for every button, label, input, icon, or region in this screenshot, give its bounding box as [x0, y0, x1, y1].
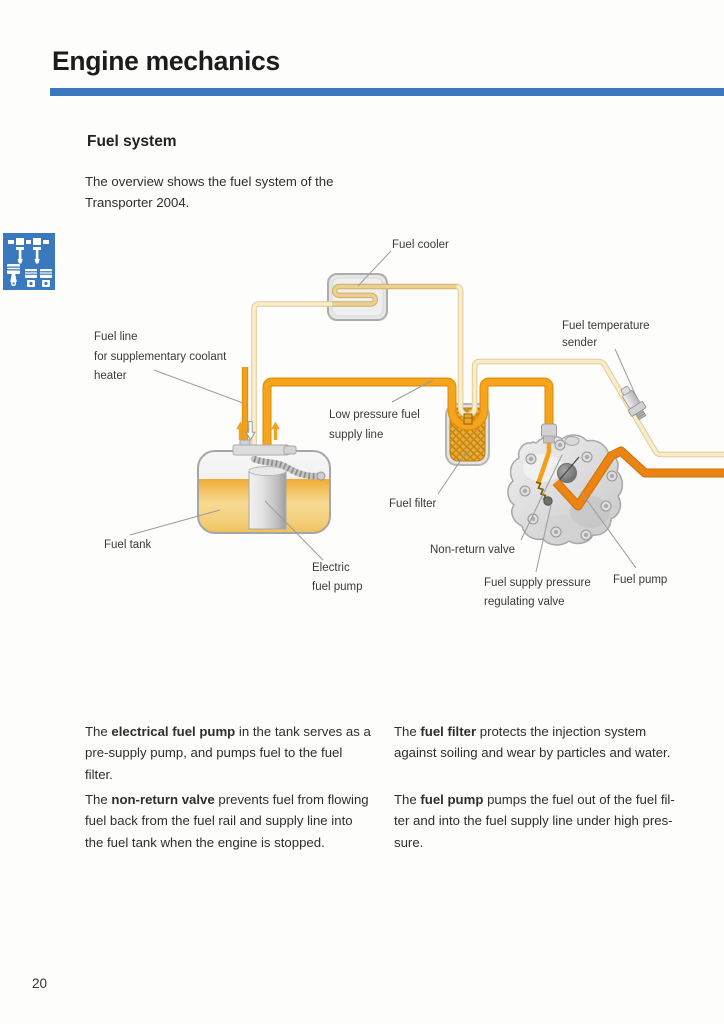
label-regulating-valve: Fuel supply pressure regulating valve — [484, 577, 591, 608]
tank-fitting — [284, 446, 296, 454]
label-low-pressure-line: Low pressure fuel supply line — [329, 409, 420, 441]
tank-flange — [233, 445, 289, 455]
paragraph-non-return-valve: The non-return valve prevents fuel from flowing fuel back from the fuel rail and supply line into the fuel tank when the engine is stopped. — [85, 792, 369, 850]
fuel-pump-assembly — [508, 424, 724, 545]
label-fuel-filter: Fuel filter — [389, 498, 437, 510]
regulating-valve-ball — [544, 497, 552, 505]
page-number: 20 — [32, 976, 48, 991]
label-fuel-pump: Fuel pump — [613, 574, 668, 586]
label-fuel-line-heater: Fuel line for supplementary coolant heater — [94, 331, 227, 382]
section-heading: Fuel system — [87, 133, 177, 150]
label-non-return-valve: Non-return valve — [430, 544, 516, 556]
page-title: Engine mechanics — [52, 46, 280, 76]
fuel-tank-component — [198, 440, 330, 533]
fuel-filter-clip — [464, 414, 472, 424]
title-rule — [50, 88, 724, 96]
paragraph-electrical-fuel-pump: The electrical fuel pump in the tank serves as a pre-supply pump, and pumps fuel to the fuel filter. — [85, 724, 371, 782]
label-electric-fuel-pump: Electric fuel pump — [312, 562, 363, 593]
intro-text: The overview shows the fuel system of the Transporter 2004. — [85, 174, 334, 210]
paragraph-fuel-pump: The fuel pump pumps the fuel out of the fuel fil- ter and into the fuel supply line under high pres- sure. — [394, 792, 675, 850]
paragraph-fuel-filter: The fuel filter protects the injection system against soiling and wear by particles and water. — [394, 724, 671, 761]
fuel-cooler-coil — [332, 287, 459, 305]
pipe-return-to-engine — [457, 287, 724, 455]
label-fuel-tank: Fuel tank — [104, 539, 152, 551]
label-fuel-temperature-sender: Fuel temperature sender — [562, 320, 650, 349]
flow-arrow-up — [271, 422, 280, 441]
label-fuel-cooler: Fuel cooler — [392, 239, 449, 251]
electric-fuel-pump-cylinder — [249, 471, 286, 529]
